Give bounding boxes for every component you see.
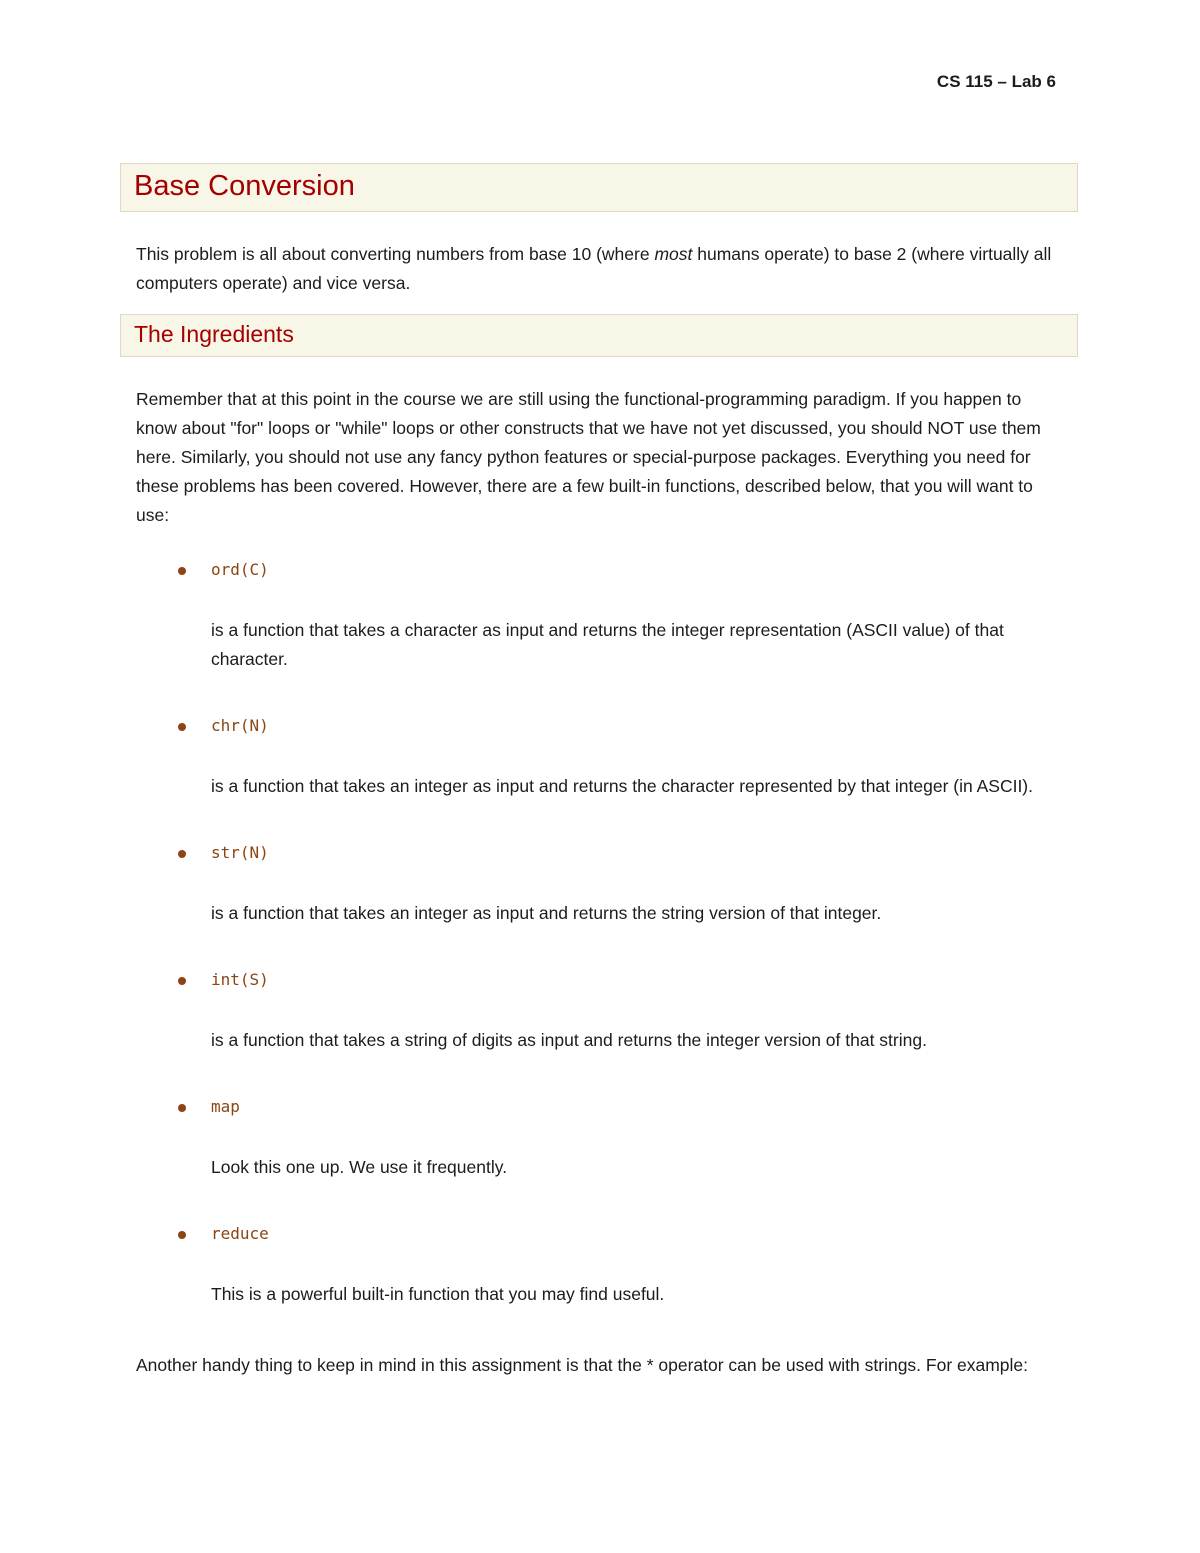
intro-italic-word: most [654, 244, 693, 264]
intro-paragraph [136, 240, 1056, 298]
ingredient-code-line [211, 843, 1078, 863]
ingredient-code: chr(N) [211, 716, 269, 735]
ingredient-description: is a function that takes a character as input and returns the integer representation (ASCII value) of that character. [211, 620, 1004, 669]
ingredient-code-line [211, 970, 1078, 990]
intro-text-after: humans operate) to base 2 (where virtually all computers operate) and vice versa. [136, 244, 1052, 293]
ingredient-code-line [211, 1224, 1078, 1244]
section-heading-ingredients: The Ingredients [120, 314, 1078, 357]
ingredient-description: is a function that takes a string of digits as input and returns the integer version of that string. [211, 1030, 927, 1050]
ingredients-intro-paragraph: Remember that at this point in the course we are still using the functional-programming paradigm. If you happen to know about "for" loops or "while" loops or other constructs that we have not yet discussed, you should NOT use them here. Similarly, you should not use any fancy python features or special-purpose packages. Everything you need for these problems has been covered. However, there are a few built-in functions, described below, that you will want to use: [136, 389, 1041, 525]
ingredients-list [178, 560, 1078, 1309]
ingredient-code-line [211, 560, 1078, 580]
page-title: Base Conversion [120, 163, 1078, 212]
ingredient-code: ord(C) [211, 560, 269, 579]
ingredient-code-line [211, 1097, 1078, 1117]
ingredient-item [178, 970, 1078, 1055]
ingredient-description: is a function that takes an integer as input and returns the character represented by that integer (in ASCII). [211, 776, 1033, 796]
ingredient-description: is a function that takes an integer as input and returns the string version of that integer. [211, 903, 882, 923]
ingredient-item [178, 1097, 1078, 1182]
ingredient-code-line [211, 716, 1078, 736]
ingredients-outro-paragraph: Another handy thing to keep in mind in this assignment is that the * operator can be used with strings. For example: [136, 1355, 1029, 1375]
ingredient-code: str(N) [211, 843, 269, 862]
ingredient-code: map [211, 1097, 240, 1116]
intro-text-before: This problem is all about converting numbers from base 10 (where [136, 244, 655, 264]
ingredient-description: This is a powerful built-in function that you may find useful. [211, 1284, 665, 1304]
document-body [120, 163, 1078, 1396]
ingredient-item [178, 1224, 1078, 1309]
ingredient-code: int(S) [211, 970, 269, 989]
ingredient-item [178, 560, 1078, 674]
ingredient-description: Look this one up. We use it frequently. [211, 1157, 508, 1177]
ingredient-item [178, 843, 1078, 928]
ingredient-code: reduce [211, 1224, 269, 1243]
ingredient-item [178, 716, 1078, 801]
course-lab-header: CS 115 – Lab 6 [936, 72, 1056, 91]
